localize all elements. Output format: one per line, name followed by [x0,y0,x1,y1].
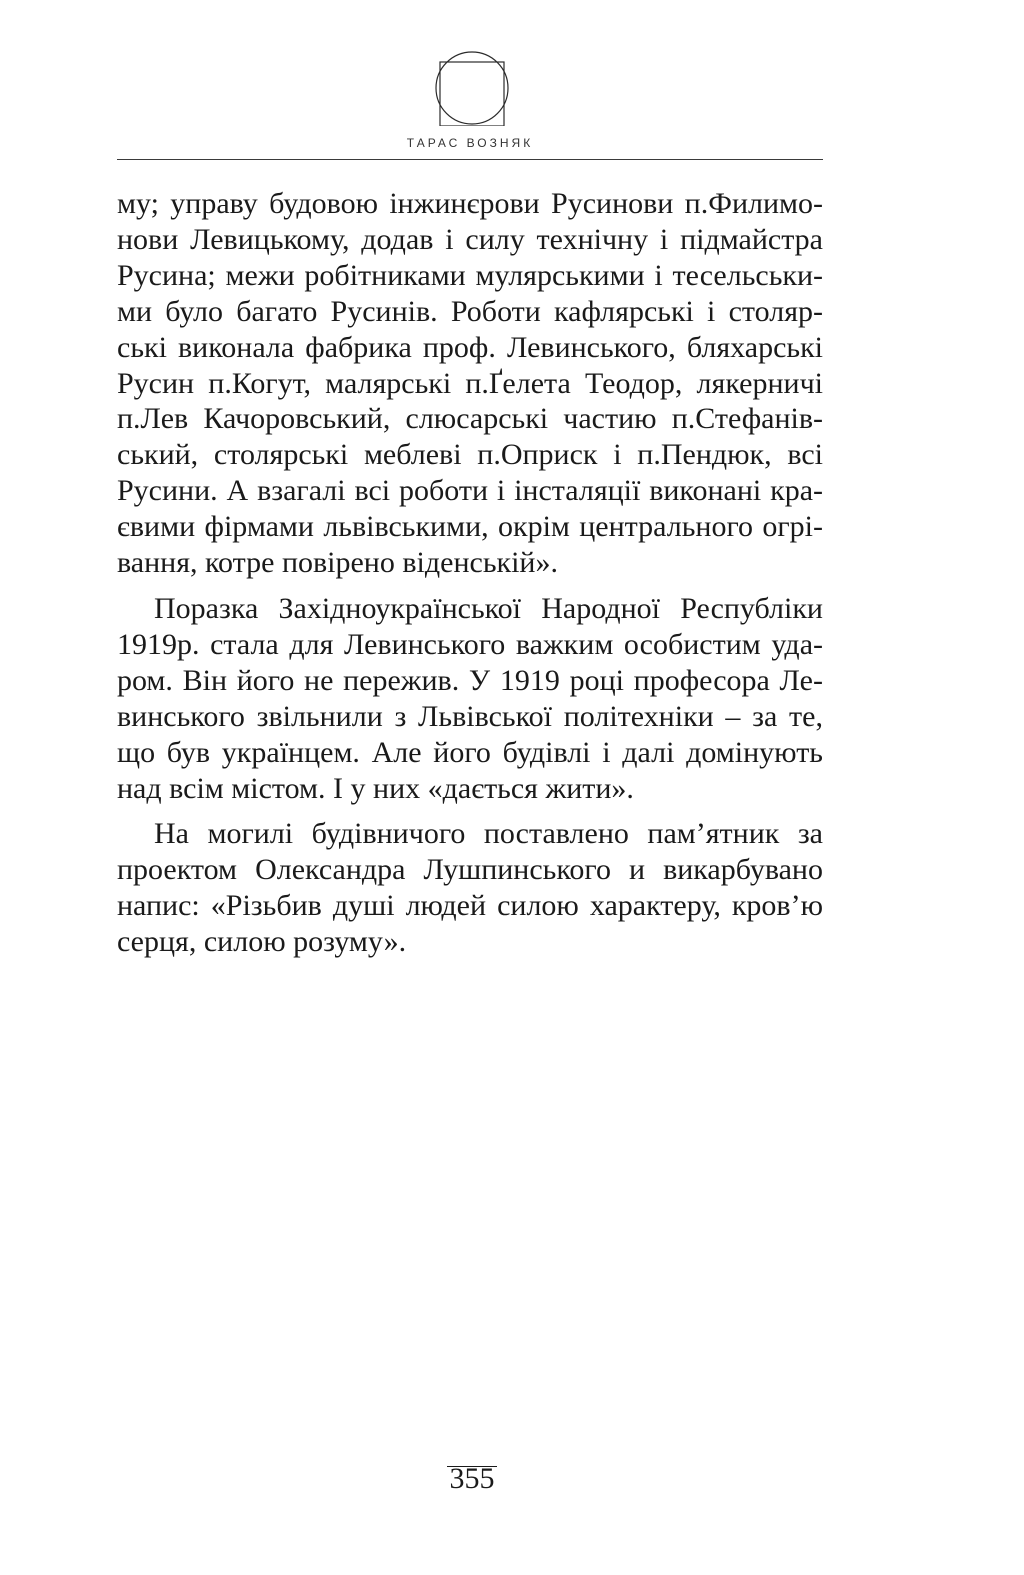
text-line: євими фірмами львівськими, окрім центрального огрі- [117,510,823,544]
running-head-title: ТАРАС ВОЗНЯК [406,136,534,150]
page-number: 355 [449,1462,495,1495]
text-line: серця, силою розуму». [117,925,407,959]
paragraph [117,186,823,581]
text-line: нови Левицькому, додав і силу технічну і підмайстра [117,222,823,256]
header-rule [117,159,823,160]
text-line: ром. Він його не пережив. У 1919 році професора Ле- [117,663,823,697]
text-line: Русин п.Когут, малярські п.Ґелета Теодор, лякерничі [117,366,823,400]
paragraph [117,816,823,960]
text-line: п.Лев Качоровський, слюсарські частию п.Стефанів- [117,402,823,436]
text-line: винського звільнили з Львівської політехніки – за те, [117,699,823,733]
text-line: Поразка Західноукраїнської Народної Республіки [154,591,823,625]
text-line: проектом Олександра Лушпинського и викарбувано [117,853,823,887]
text-line: Русини. А взагалі всі роботи і інсталяції виконані кра- [117,474,823,508]
text-line: му; управу будовою інжинєрови Русинови п.Филимо- [117,187,823,220]
body-text [117,186,823,960]
text-line: над всім містом. І у них «дається жити». [117,771,634,805]
text-line: ський, столярські меблеві п.Оприск і п.Пендюк, всі [117,438,823,472]
text-line: вання, котре повірено віденській». [117,546,558,580]
text-line: ські виконала фабрика проф. Левинського, бляхарські [117,330,823,364]
text-line: Русина; межи робітниками мулярськими і тесельськи- [117,258,823,292]
text-line: що був українцем. Але його будівлі і далі домінують [117,735,823,769]
text-line: ми було багато Русинів. Роботи кафлярські і столяр- [117,294,823,328]
emblem-icon [434,50,510,126]
paragraph [117,591,823,806]
text-line: напис: «Різьбив душі людей силою характеру, кров’ю [117,889,823,923]
text-line: На могилі будівничого поставлено пам’ятник за [154,817,823,851]
text-line: 1919р. стала для Левинського важким особистим уда- [117,627,823,661]
